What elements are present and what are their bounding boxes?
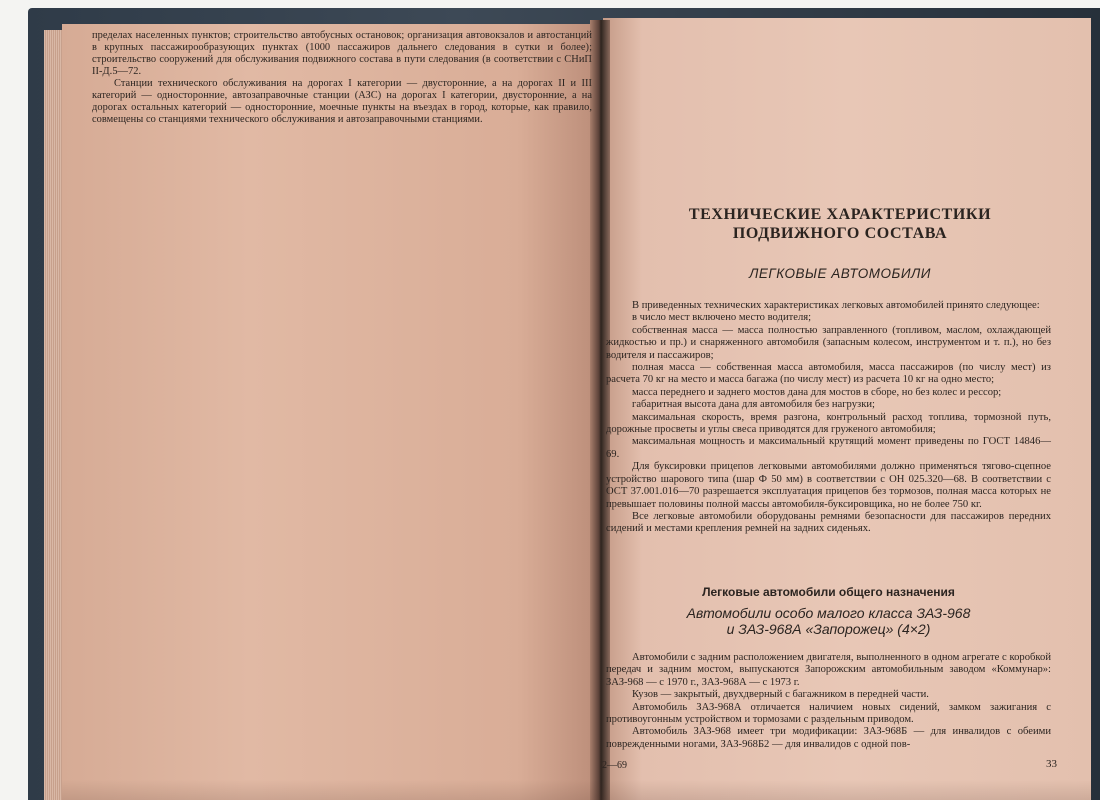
left-page [62, 24, 598, 800]
page-number: 33 [1046, 758, 1057, 770]
model-paragraph: Кузов — закрытый, двухдверный с багажником в передней части. [632, 689, 929, 701]
intro-paragraph: максимальная скорость, время разгона, контрольный расход топлива, тормозной путь, дорожные просветы и углы свеса приводятся для груженого автомобиля; [606, 411, 1051, 436]
left-page-text [92, 30, 592, 126]
chapter-title-line: ТЕХНИЧЕСКИЕ ХАРАКТЕРИСТИКИ [688, 206, 992, 223]
model-paragraph: Автомобиль ЗАЗ-968А отличается наличием новых сидений, замком зажигания с противоугонным устройством и тормозами с раздельным приводом. [606, 701, 1051, 726]
left-paragraph: пределах населенных пунктов; строительство автобусных остановок; организация автовокзалов и автостанций в крупных пассажирообразующих пунктах (1000 пассажиров дальнего следования в сутки и более); строительство сооружений для обслуживания подвижного состава в пути следования (в соответствии с СНиП II-Д.5—72. [92, 30, 592, 77]
signature-mark: 2—69 [602, 760, 627, 771]
model-text [606, 652, 1051, 751]
subheading: Легковые автомобили общего назначения [702, 585, 955, 599]
model-title-line: Автомобили особо малого класса ЗАЗ-968 [686, 605, 971, 621]
intro-paragraph: масса переднего и заднего мостов дана для мостов в сборе, но без колес и рессор; [632, 386, 1002, 398]
intro-paragraph: Все легковые автомобили оборудованы ремнями безопасности для пассажиров передних сидений и местами крепления ремней на задних сиденьях. [606, 510, 1051, 535]
model-paragraph: Автомобили с задним расположением двигателя, выполненного в одном агрегате с коробкой передач и задним мостом, выпускаются Запорожским автомобильным заводом «Коммунар»: ЗАЗ-968 — с 1970 г., ЗАЗ-968А — с 1973 г. [606, 652, 1051, 688]
section-title: ЛЕГКОВЫЕ АВТОМОБИЛИ [749, 266, 931, 281]
chapter-title-line: ПОДВИЖНОГО СОСТАВА [732, 225, 948, 242]
bottom-shadow [62, 780, 1092, 800]
intro-paragraph: Для буксировки прицепов легковыми автомобилями должно применяться тягово-сцепное устройство шарового типа (шар Ф 50 мм) в соответствии с ОН 025.320—68. В соответствии с ОСТ 37.001.016—70 разрешается эксплуатация прицепов без тормозов, полная масса которых не превышает половины полной массы автомобиля-буксировщика, но не более 750 кг. [606, 461, 1051, 510]
model-title-line: и ЗАЗ-968А «Запорожец» (4×2) [726, 621, 931, 637]
intro-paragraph: габаритная высота дана для автомобиля без нагрузки; [632, 399, 875, 411]
left-paragraph: Станции технического обслуживания на дорогах I категории — двусторонние, а на дорогах II и III категорий — односторонние, автозаправочные станции (АЗС) на дорогах I категории, двусторонние, а на дорогах остальных категорий — односторонние, моечные пункты на въездах в город, которые, как правило, совмещены со станциями технического обслуживания и автозаправочными станциями. [92, 78, 592, 125]
intro-paragraph: собственная масса — масса полностью заправленного (топливом, маслом, охлаждающей жидкостью и пр.) и снаряженного автомобиля (запасным колесом, инструментом и т. п.), но без водителя и пассажиров; [606, 324, 1051, 361]
model-title [606, 605, 1051, 637]
intro-paragraph: в число мест включено место водителя; [632, 312, 812, 324]
intro-text [606, 300, 1051, 536]
model-paragraph: Автомобиль ЗАЗ-968 имеет три модификации: ЗАЗ-968Б — для инвалидов с обеими поврежденными ногами, ЗАЗ-968Б2 — для инвалидов с одной пов- [606, 726, 1051, 750]
page-edges [44, 30, 64, 800]
intro-paragraph: полная масса — собственная масса автомобиля, масса пассажиров (по числу мест) из расчета 70 кг на место и масса багажа (по числу мест) из расчета 10 кг на одно место; [606, 362, 1051, 386]
intro-paragraph: максимальная мощность и максимальный крутящий момент приведены по ГОСТ 14846—69. [606, 436, 1051, 460]
chapter-title [640, 205, 1040, 243]
intro-paragraph: В приведенных технических характеристиках легковых автомобилей принято следующее: [632, 300, 1040, 311]
